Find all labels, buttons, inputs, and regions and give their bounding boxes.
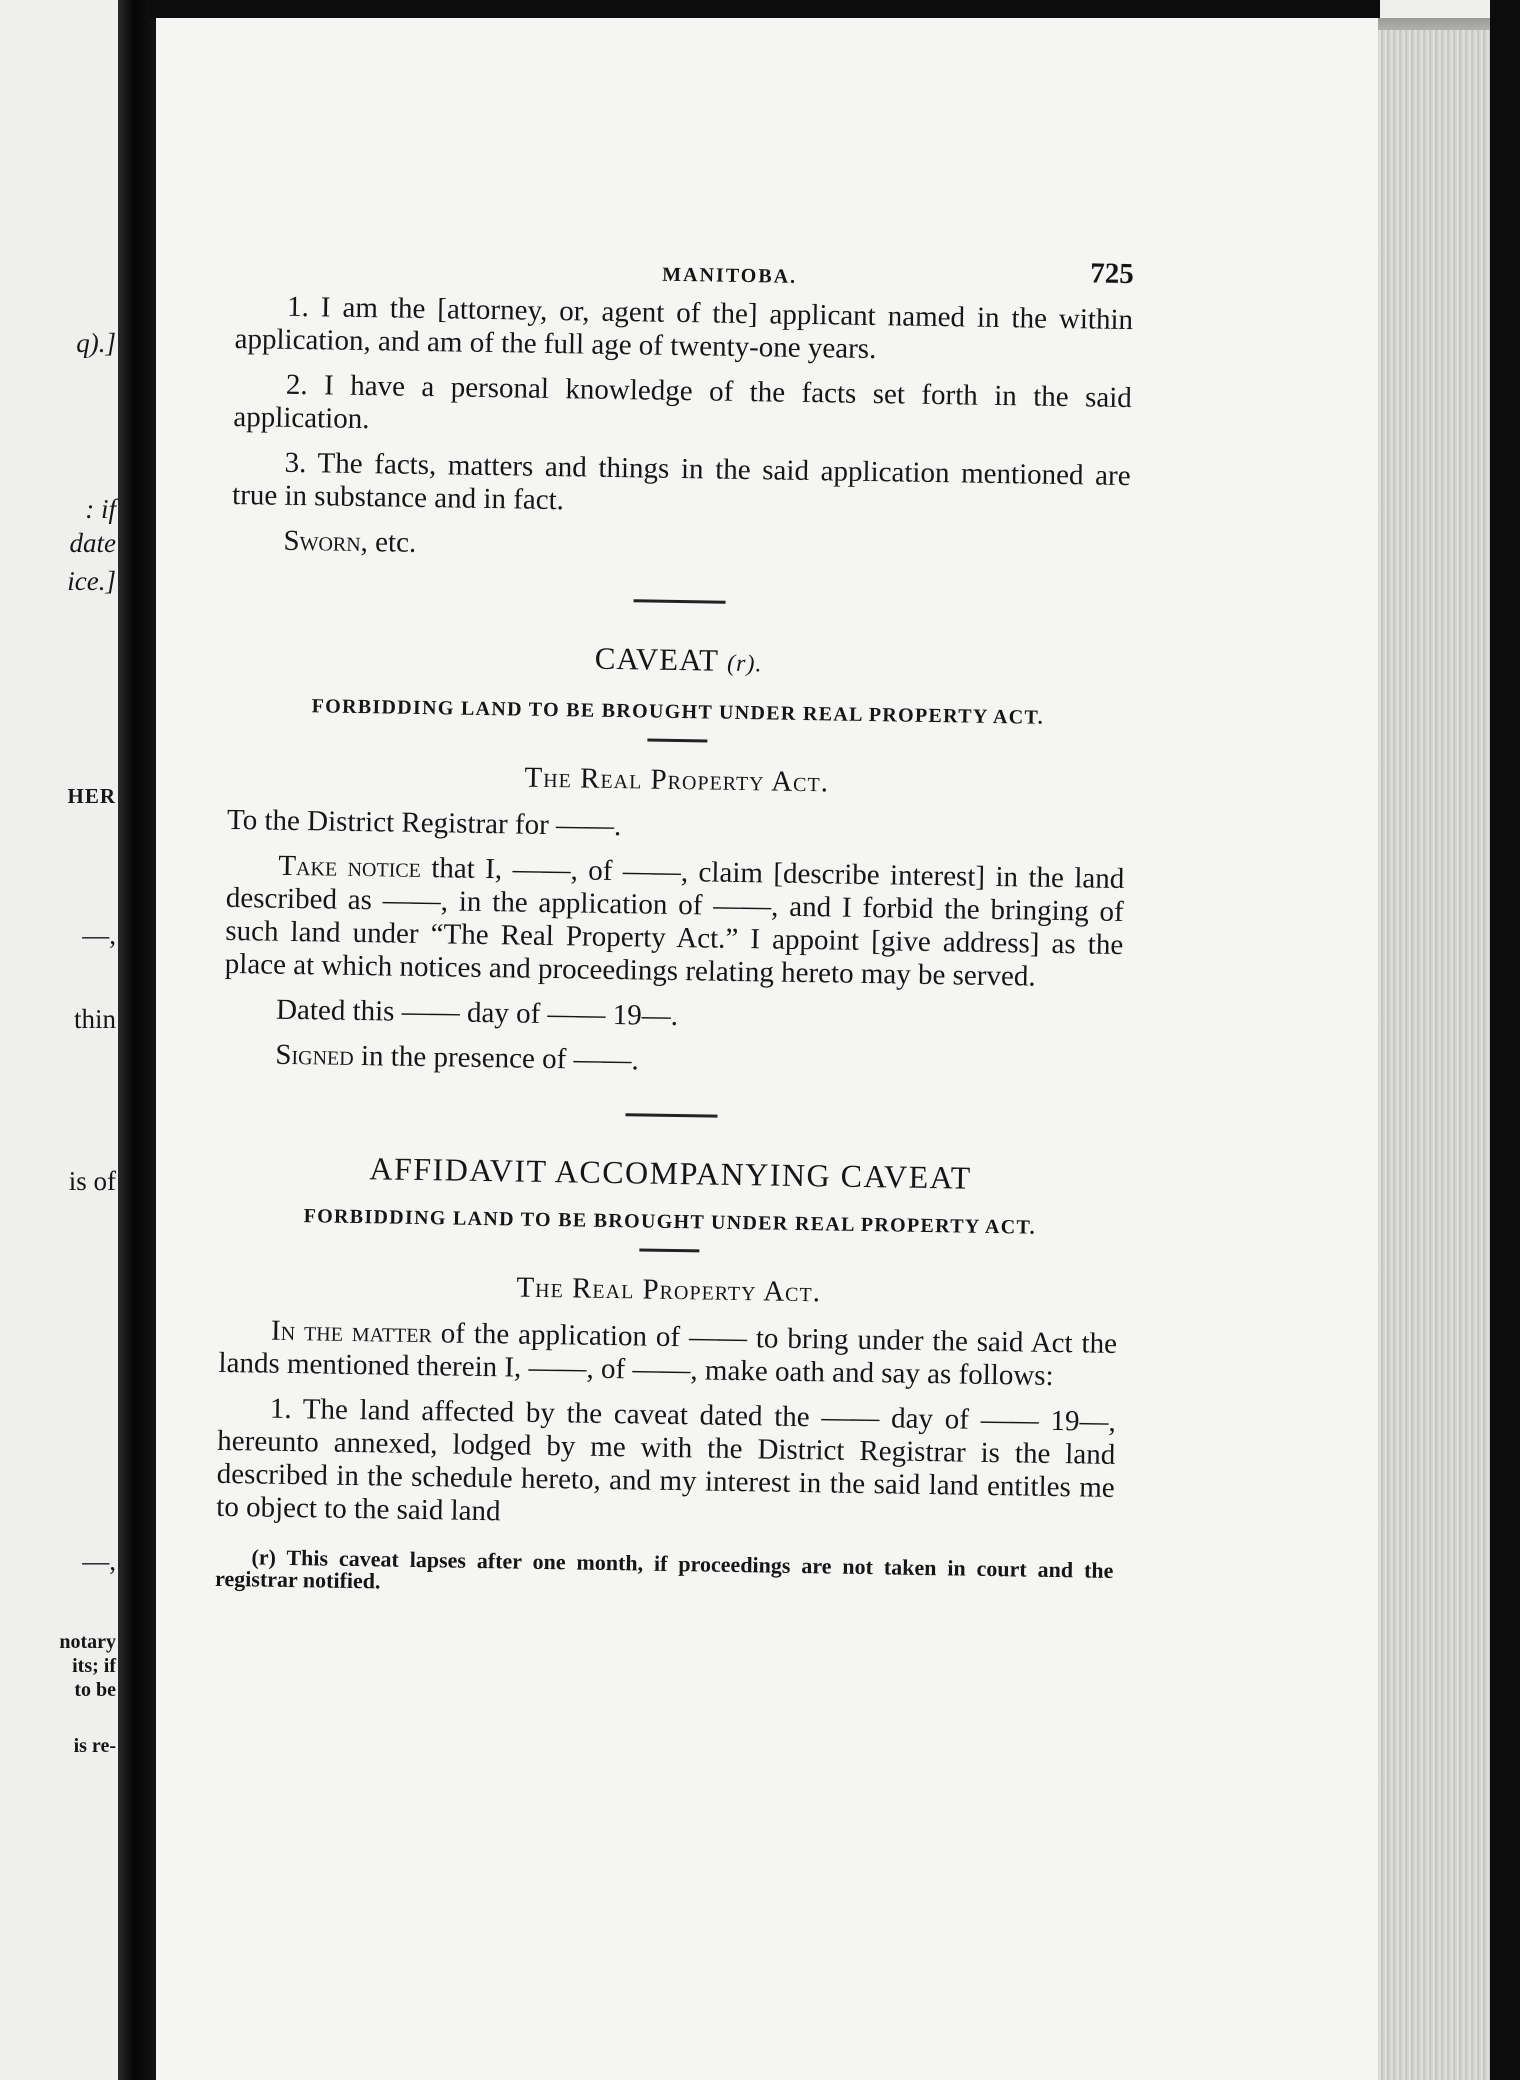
caveat-note-ref: (r). [726, 650, 763, 678]
affidavit-caveat-item-1: 1. The land affected by the caveat dated the —— day of —— 19—, hereunto annexed, lodged by me with the District Registrar is the land described in the schedule hereto, and my interest in the said land entitles me to object to the said land [216, 1392, 1116, 1528]
affidavit-item-2: 2. I have a personal knowledge of the facts set forth in the said application. [233, 368, 1133, 436]
matter-label: In the matter [270, 1314, 433, 1350]
notice-text: that I, ——, of ——, claim [describe interest] in the land described as ——, in the application of ——, and I forbid the bringing of such land under “The Real Property Act.” I appoint [give address] as the place at which notices and proceedings relating hereto may be served. [224, 852, 1125, 993]
book-gutter [118, 0, 158, 2080]
caveat-signed [223, 1038, 1121, 1085]
page-edges [1378, 30, 1490, 2080]
left-fragment: to be [74, 1679, 116, 1701]
sworn-label: Sworn, [283, 524, 369, 559]
left-fragment: —, [82, 1546, 116, 1576]
affidavit-caveat-title: AFFIDAVIT ACCOMPANYING CAVEAT [369, 1150, 973, 1196]
right-shadow [1490, 0, 1520, 2080]
section-divider [634, 599, 726, 603]
sworn-line [231, 524, 1129, 571]
left-fragment: —, [82, 920, 116, 950]
caveat-act-title: The Real Property Act. [524, 761, 830, 799]
signed-text: in the presence of ——. [360, 1040, 640, 1077]
caveat-title: CAVEAT [594, 640, 719, 678]
facing-page-fragment [0, 0, 124, 2080]
left-fragment: notary [59, 1631, 116, 1653]
caveat-subtitle: FORBIDDING LAND TO BE BROUGHT UNDER REAL PROPERTY ACT. [311, 695, 1045, 729]
caveat-to-line: To the District Registrar for ——. [226, 803, 622, 843]
affidavit-item-1: 1. I am the [attorney, or, agent of the] applicant named in the within application, and am of the full age of twenty-one years. [234, 290, 1134, 366]
affidavit-item-3: 3. The facts, matters and things in the said application mentioned are true in substance and in fact. [231, 446, 1131, 517]
left-fragment: ice.] [67, 566, 116, 596]
signed-label: Signed [275, 1038, 354, 1072]
left-fragment: thin [73, 1004, 116, 1034]
left-fragment: HER [67, 784, 116, 808]
notice-label: Take notice [278, 849, 422, 884]
caveat-heading [229, 636, 1127, 687]
affidavit-caveat-subtitle: FORBIDDING LAND TO BE BROUGHT UNDER REAL PROPERTY ACT. [303, 1205, 1037, 1239]
left-fragment: is of [68, 1166, 116, 1196]
caveat-dated: Dated this —— day of —— 19—. [275, 993, 679, 1033]
left-fragment: its; if [72, 1655, 116, 1677]
matter-text: of the application of —— to bring under the said Act the lands mentioned therein I, ——, of ——, make oath and say as follows: [218, 1317, 1118, 1392]
left-fragment: : if [85, 494, 116, 524]
left-fragment: is re- [73, 1735, 116, 1757]
footnote: (r) This caveat lapses after one month, if proceedings are not taken in court and the registrar notified. [214, 1544, 1114, 1594]
caveat-notice [225, 849, 1125, 995]
left-fragment: date [69, 528, 116, 558]
affidavit-caveat-act-title: The Real Property Act. [516, 1271, 822, 1309]
subtitle-divider [647, 739, 707, 743]
sworn-text: etc. [374, 526, 417, 559]
page-text [215, 252, 1134, 1604]
matter-paragraph [218, 1314, 1117, 1394]
left-fragment: q).] [76, 328, 116, 358]
top-shadow [150, 0, 1380, 20]
subtitle-divider [639, 1248, 699, 1252]
section-divider [625, 1113, 717, 1117]
running-title: MANITOBA. [662, 263, 798, 288]
page-number: 725 [1090, 257, 1135, 291]
